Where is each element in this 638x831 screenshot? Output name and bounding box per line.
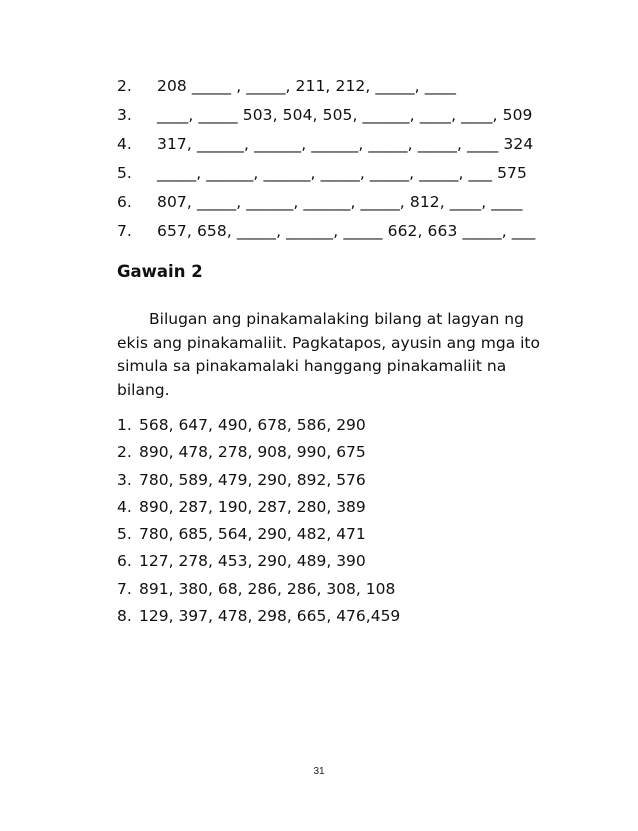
comparison-item bbox=[117, 548, 557, 575]
comparison-item-text: 129, 397, 478, 298, 665, 476,459 bbox=[139, 607, 401, 626]
comparison-item-text: 890, 478, 278, 908, 990, 675 bbox=[139, 443, 366, 462]
sequence-item bbox=[117, 101, 587, 130]
comparison-item-number: 5. bbox=[117, 525, 132, 544]
sequence-item-text: 657, 658, _____, ______, _____ 662, 663 _____, ___ bbox=[157, 222, 536, 240]
comparison-item-number: 1. bbox=[117, 416, 132, 434]
sequence-item-number: 2. bbox=[117, 77, 132, 95]
sequence-item-text: _____, ______, ______, _____, _____, _____, ___ 575 bbox=[157, 164, 527, 182]
sequence-item bbox=[117, 72, 587, 101]
comparison-item bbox=[117, 467, 557, 494]
sequence-item-number: 7. bbox=[117, 222, 132, 240]
sequence-item-number: 6. bbox=[117, 193, 132, 211]
instructions-paragraph: Bilugan ang pinakamalaking bilang at lagyan ng ekis ang pinakamaliit. Pagkatapos, ayusin ang mga ito simula sa pinakamalaki hanggang pinakamaliit na bilang. bbox=[117, 310, 540, 399]
sequence-item-number: 3. bbox=[117, 106, 132, 124]
sequence-item-number: 5. bbox=[117, 164, 132, 182]
comparison-item bbox=[117, 521, 557, 548]
sequence-item-text: 317, ______, ______, ______, _____, _____, ____ 324 bbox=[157, 135, 534, 153]
comparison-item bbox=[117, 576, 557, 603]
sequence-item bbox=[117, 159, 587, 188]
sequence-item-text: 807, _____, ______, ______, _____, 812, ____, ____ bbox=[157, 193, 523, 211]
section-heading: Gawain 2 bbox=[117, 262, 203, 281]
comparison-item-text: 568, 647, 490, 678, 586, 290 bbox=[139, 416, 366, 434]
comparison-item-text: 780, 685, 564, 290, 482, 471 bbox=[139, 525, 366, 544]
comparison-exercise-list bbox=[117, 412, 557, 630]
comparison-item-number: 4. bbox=[117, 497, 132, 516]
comparison-item bbox=[117, 412, 557, 439]
sequence-item bbox=[117, 217, 587, 246]
comparison-item bbox=[117, 494, 557, 521]
sequence-item bbox=[117, 130, 587, 159]
comparison-item-number: 3. bbox=[117, 470, 132, 489]
comparison-item-text: 890, 287, 190, 287, 280, 389 bbox=[139, 497, 366, 516]
comparison-item-text: 891, 380, 68, 286, 286, 308, 108 bbox=[139, 579, 396, 598]
comparison-item-number: 2. bbox=[117, 443, 132, 462]
comparison-item bbox=[117, 603, 557, 630]
sequence-item-number: 4. bbox=[117, 135, 132, 153]
comparison-item-text: 780, 589, 479, 290, 892, 576 bbox=[139, 470, 366, 489]
sequence-item-text: ____, _____ 503, 504, 505, ______, ____, ____, 509 bbox=[157, 106, 533, 124]
comparison-item-number: 7. bbox=[117, 579, 132, 598]
sequence-exercise-list bbox=[117, 72, 587, 246]
comparison-item bbox=[117, 439, 557, 466]
comparison-item-number: 8. bbox=[117, 607, 132, 626]
page-number: 31 bbox=[313, 766, 325, 777]
comparison-item-text: 127, 278, 453, 290, 489, 390 bbox=[139, 552, 366, 571]
sequence-item bbox=[117, 188, 587, 217]
comparison-item-number: 6. bbox=[117, 552, 132, 571]
sequence-item-text: 208 _____ , _____, 211, 212, _____, ____ bbox=[157, 77, 457, 95]
